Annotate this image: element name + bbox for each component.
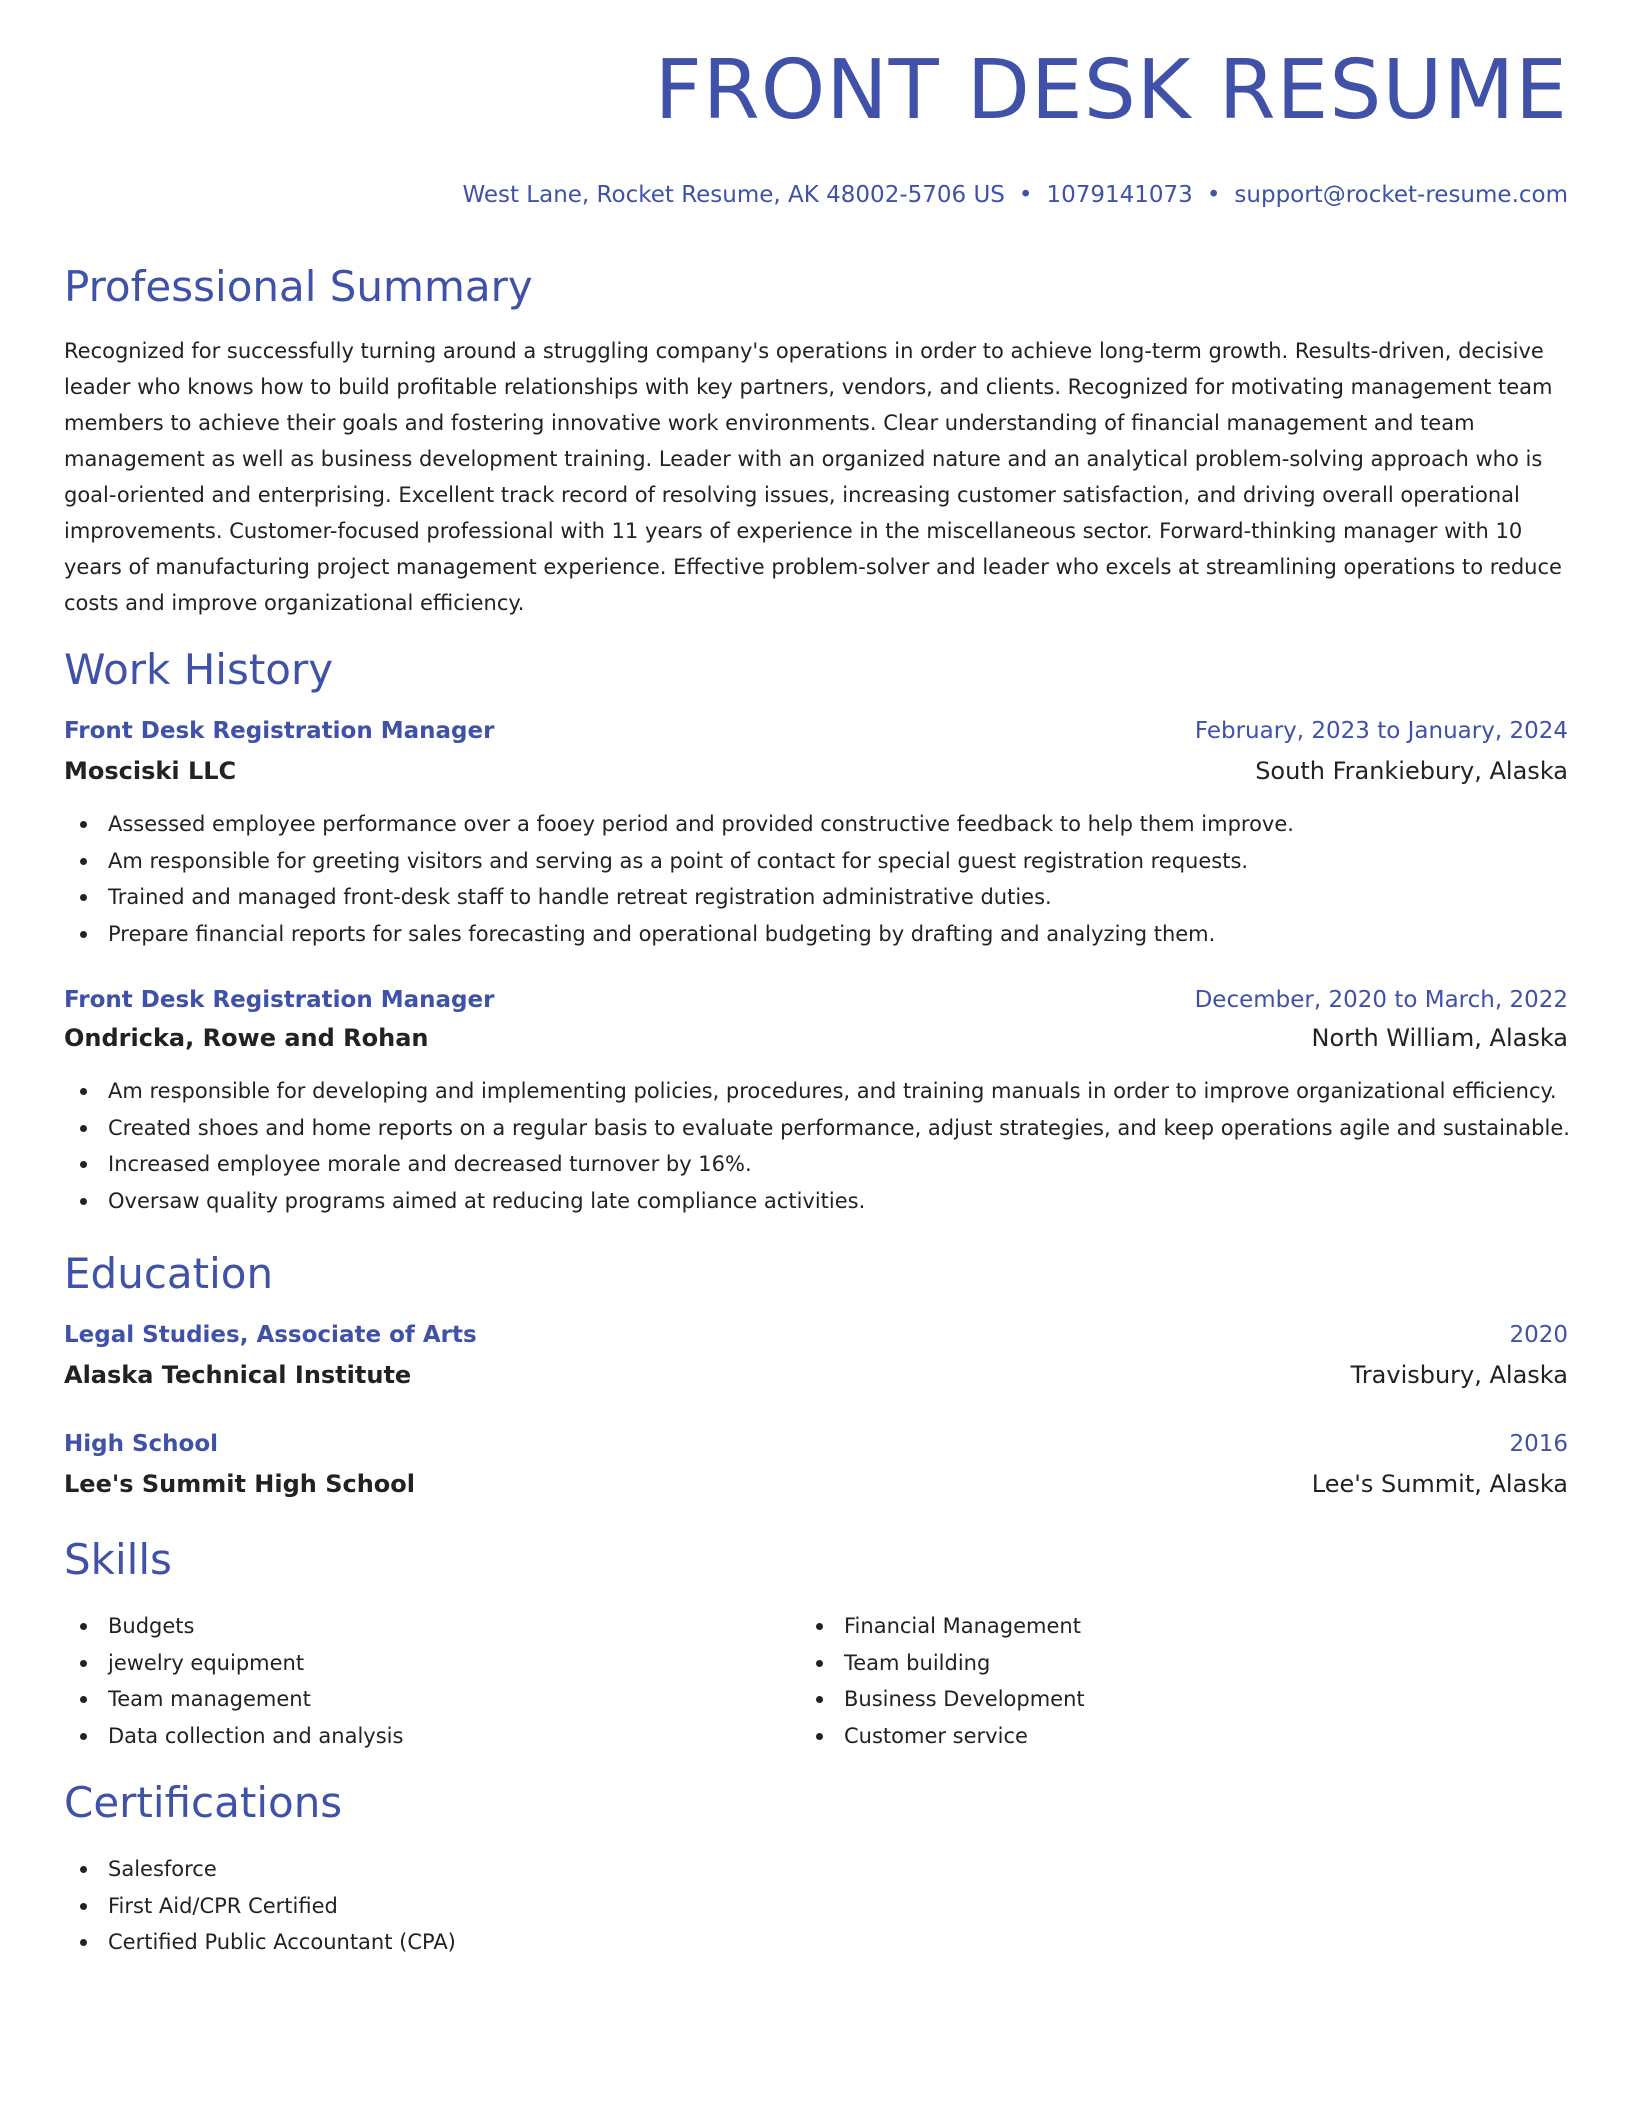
- certifications-list: [64, 1851, 1568, 1961]
- education-year: 2020: [1509, 1322, 1568, 1348]
- job-company: Mosciski LLC: [64, 757, 237, 785]
- job-header: [64, 718, 1568, 744]
- contact-line: [462, 182, 1568, 208]
- education-degree: High School: [64, 1431, 219, 1457]
- job-company: Ondricka, Rowe and Rohan: [64, 1024, 429, 1052]
- education-heading: Education: [64, 1249, 274, 1298]
- contact-separator: •: [1018, 182, 1033, 208]
- job-dates: February, 2023 to January, 2024: [1194, 718, 1568, 744]
- job-title: Front Desk Registration Manager: [64, 718, 495, 744]
- education-header: [64, 1322, 1568, 1348]
- work-history-heading: Work History: [64, 645, 334, 694]
- skill-item: jewelry equipment: [64, 1645, 764, 1682]
- resume-title: FRONT DESK RESUME: [654, 43, 1568, 138]
- job-bullets: [64, 806, 1568, 952]
- skill-item: Budgets: [64, 1608, 764, 1645]
- skill-item: Financial Management: [800, 1608, 1500, 1645]
- education-school: Alaska Technical Institute: [64, 1361, 412, 1389]
- education-school: Lee's Summit High School: [64, 1470, 416, 1498]
- contact-address: West Lane, Rocket Resume, AK 48002-5706 US: [462, 182, 1005, 208]
- summary-heading: Professional Summary: [64, 262, 533, 311]
- list-item: Prepare financial reports for sales forecasting and operational budgeting by drafting and analyzing them.: [64, 916, 1568, 953]
- list-item: Am responsible for greeting visitors and serving as a point of contact for special guest registration requests.: [64, 843, 1568, 880]
- summary-text: Recognized for successfully turning around a struggling company's operations in order to achieve long-term growth. Results-driven, decisive leader who knows how to build profitable relationships with key partners, vendors, and clients. Recognized for motivating management team members to achieve their goals and fostering innovative work environments. Clear understanding of financial management and team management as well as business development training. Leader with an organized nature and an analytical problem-solving approach who is goal-oriented and enterprising. Excellent track record of resolving issues, increasing customer satisfaction, and driving overall operational improvements. Customer-focused professional with 11 years of experience in the miscellaneous sector. Forward-thinking manager with 10 years of manufacturing project management experience. Effective problem-solver and leader who excels at streamlining operations to reduce costs and improve organizational efficiency.: [64, 339, 1562, 615]
- job-header: [64, 987, 1568, 1013]
- job-bullets: [64, 1073, 1568, 1219]
- education-subheader: [64, 1361, 1568, 1389]
- skills-list-left: [64, 1608, 764, 1754]
- skills-list-right: [800, 1608, 1500, 1754]
- education-location: Travisbury, Alaska: [1350, 1361, 1568, 1389]
- education-subheader: [64, 1470, 1568, 1498]
- skill-item: Customer service: [800, 1718, 1500, 1755]
- list-item: Trained and managed front-desk staff to handle retreat registration administrative duties.: [64, 879, 1568, 916]
- contact-separator: •: [1206, 182, 1221, 208]
- education-degree: Legal Studies, Associate of Arts: [64, 1322, 477, 1348]
- certification-item: Certified Public Accountant (CPA): [64, 1924, 1568, 1961]
- skill-item: Business Development: [800, 1681, 1500, 1718]
- certification-item: Salesforce: [64, 1851, 1568, 1888]
- job-title: Front Desk Registration Manager: [64, 987, 495, 1013]
- skill-item: Team management: [64, 1681, 764, 1718]
- skill-item: Team building: [800, 1645, 1500, 1682]
- skills-heading: Skills: [64, 1535, 172, 1584]
- certifications-heading: Certifications: [64, 1778, 343, 1827]
- education-header: [64, 1431, 1568, 1457]
- education-location: Lee's Summit, Alaska: [1311, 1470, 1568, 1498]
- list-item: Created shoes and home reports on a regular basis to evaluate performance, adjust strategies, and keep operations agile and sustainable.: [64, 1110, 1568, 1147]
- list-item: Oversaw quality programs aimed at reducing late compliance activities.: [64, 1183, 1568, 1220]
- skill-item: Data collection and analysis: [64, 1718, 764, 1755]
- job-location: North William, Alaska: [1311, 1024, 1568, 1052]
- list-item: Increased employee morale and decreased turnover by 16%.: [64, 1146, 1568, 1183]
- job-location: South Frankiebury, Alaska: [1255, 757, 1568, 785]
- certification-item: First Aid/CPR Certified: [64, 1888, 1568, 1925]
- list-item: Am responsible for developing and implementing policies, procedures, and training manuals in order to improve organizational efficiency.: [64, 1073, 1568, 1110]
- job-dates: December, 2020 to March, 2022: [1194, 987, 1568, 1013]
- job-subheader: [64, 757, 1568, 785]
- contact-phone: 1079141073: [1046, 182, 1193, 208]
- contact-email[interactable]: support@rocket-resume.com: [1234, 182, 1568, 208]
- list-item: Assessed employee performance over a fooey period and provided constructive feedback to help them improve.: [64, 806, 1568, 843]
- education-year: 2016: [1509, 1431, 1568, 1457]
- job-subheader: [64, 1024, 1568, 1052]
